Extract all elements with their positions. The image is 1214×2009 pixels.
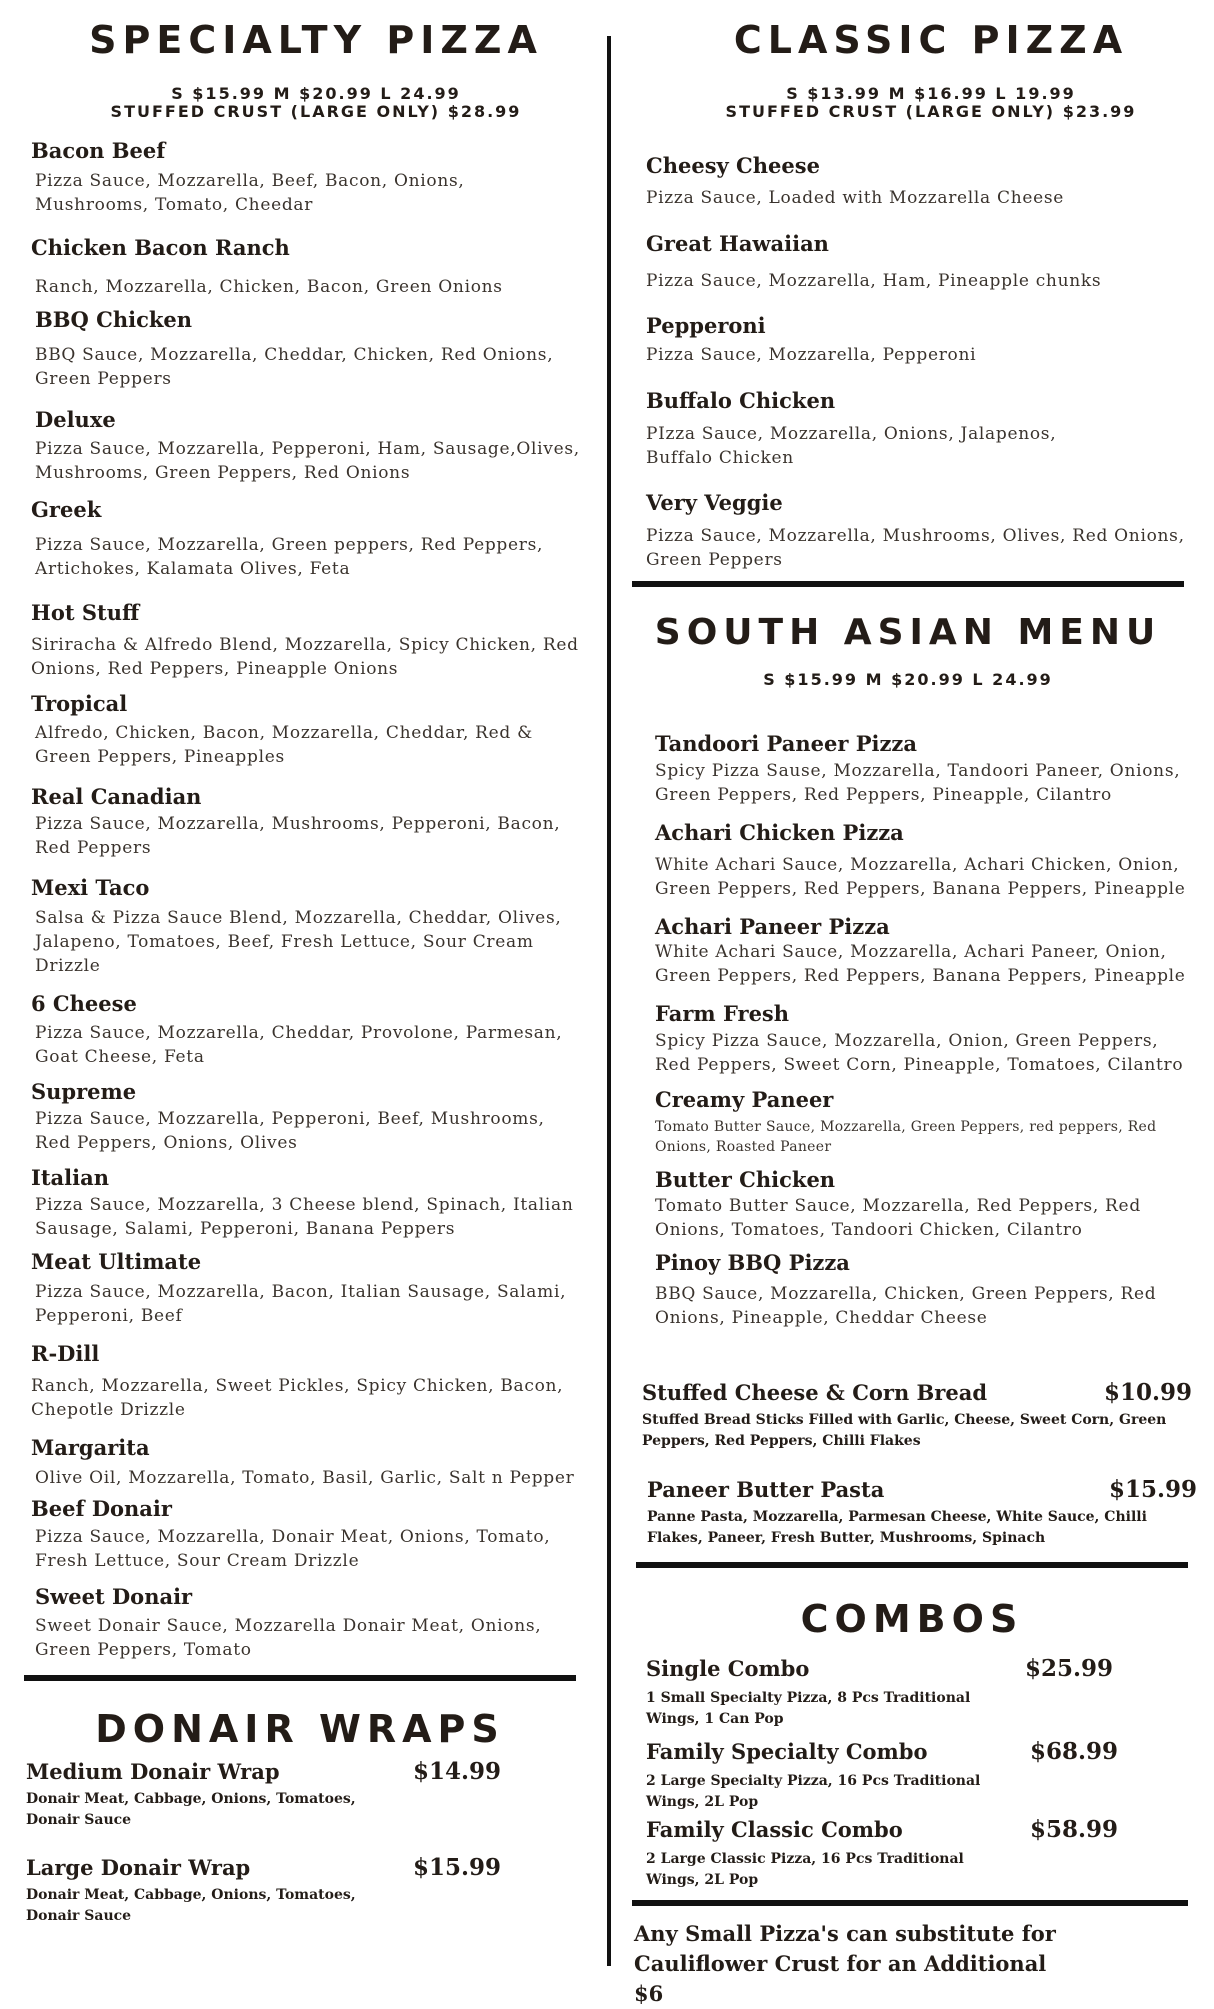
menu-item-name: Family Classic Combo: [646, 1817, 903, 1842]
section-divider: [632, 581, 1184, 587]
menu-item-name: Meat Ultimate: [31, 1249, 202, 1274]
menu-item-price: $58.99: [1030, 1816, 1119, 1843]
menu-item-desc: Spicy Pizza Sause, Mozzarella, Tandoori Paneer, Onions, Green Peppers, Red Peppers, Pineapple, Cilantro: [655, 761, 1181, 805]
menu-item-desc: Pizza Sauce, Mozzarella, 3 Cheese blend, Spinach, Italian Sausage, Salami, Pepperoni, Banana Peppers: [35, 1195, 574, 1239]
menu-item-name: Cheesy Cheese: [646, 153, 820, 178]
specialty-title: SPECIALTY PIZZA: [89, 18, 543, 62]
menu-item-name: Great Hawaiian: [646, 231, 829, 256]
menu-item-price: $15.99: [413, 1854, 502, 1881]
menu-item-name: Margarita: [31, 1435, 150, 1460]
menu-item-name: 6 Cheese: [31, 991, 137, 1016]
menu-item-desc: PIzza Sauce, Mozzarella, Onions, Jalapenos, Buffalo Chicken: [646, 424, 1057, 468]
menu-item-desc: Pizza Sauce, Mozzarella, Pepperoni, Beef, Mushrooms, Red Peppers, Onions, Olives: [35, 1109, 545, 1153]
menu-item-desc: White Achari Sauce, Mozzarella, Achari Paneer, Onion, Green Peppers, Red Peppers, Banana Peppers, Pineapple: [655, 942, 1186, 986]
menu-item-name: Tropical: [31, 691, 128, 716]
menu-item-name: R-Dill: [31, 1341, 100, 1366]
section-divider: [632, 1900, 1188, 1906]
menu-item-desc: 2 Large Specialty Pizza, 16 Pcs Traditional Wings, 2L Pop: [646, 1773, 981, 1810]
menu-item-desc: Pizza Sauce, Loaded with Mozzarella Cheese: [646, 188, 1065, 208]
menu-item-desc: Siriracha & Alfredo Blend, Mozzarella, Spicy Chicken, Red Onions, Red Peppers, Pineapple Onions: [31, 635, 579, 679]
menu-item-desc: Donair Meat, Cabbage, Onions, Tomatoes, Donair Sauce: [26, 1887, 356, 1924]
menu-item-desc: White Achari Sauce, Mozzarella, Achari Chicken, Onion, Green Peppers, Red Peppers, Banana Peppers, Pineapple: [655, 855, 1186, 899]
menu-item-name: Italian: [31, 1165, 109, 1190]
section-divider: [636, 1562, 1188, 1568]
menu-item-desc: Pizza Sauce, Mozzarella, Ham, Pineapple chunks: [646, 271, 1102, 291]
menu-item-price: $25.99: [1025, 1655, 1114, 1682]
menu-item-name: Farm Fresh: [655, 1001, 790, 1026]
menu-item-desc: Pizza Sauce, Mozzarella, Beef, Bacon, Onions, Mushrooms, Tomato, Cheedar: [35, 171, 465, 215]
menu-item-desc: Pizza Sauce, Mozzarella, Mushrooms, Olives, Red Onions, Green Peppers: [646, 526, 1185, 570]
menu-item-name: Achari Paneer Pizza: [655, 914, 890, 939]
menu-item-name: Buffalo Chicken: [646, 388, 836, 413]
column-divider: [607, 36, 611, 1966]
menu-item-name: Deluxe: [35, 407, 116, 432]
menu-item-name: Achari Chicken Pizza: [655, 820, 904, 845]
cauliflower-note: Any Small Pizza's can substitute for Cauliflower Crust for an Additional $6: [634, 1921, 1056, 2006]
specialty-prices: S $15.99 M $20.99 L 24.99: [171, 84, 461, 103]
classic-stuffed-crust: STUFFED CRUST (LARGE ONLY) $23.99: [725, 102, 1137, 121]
menu-item-name: Pinoy BBQ Pizza: [655, 1250, 850, 1275]
menu-item-desc: Panne Pasta, Mozzarella, Parmesan Cheese, White Sauce, Chilli Flakes, Paneer, Fresh Butter, Mushrooms, Spinach: [647, 1509, 1147, 1546]
menu-item-desc: Pizza Sauce, Mozzarella, Green peppers, Red Peppers, Artichokes, Kalamata Olives, Feta: [35, 535, 544, 579]
menu-item-desc: Spicy Pizza Sauce, Mozzarella, Onion, Green Peppers, Red Peppers, Sweet Corn, Pineapple, Tomatoes, Cilantro: [655, 1031, 1184, 1075]
menu-item-name: Tandoori Paneer Pizza: [655, 731, 917, 756]
menu-item-desc: 2 Large Classic Pizza, 16 Pcs Traditional Wings, 2L Pop: [646, 1851, 964, 1888]
menu-item-name: BBQ Chicken: [35, 307, 193, 332]
menu-item-name: Large Donair Wrap: [26, 1855, 251, 1880]
menu-item-name: Family Specialty Combo: [646, 1739, 928, 1764]
menu-item-name: Bacon Beef: [31, 138, 166, 163]
classic-title: CLASSIC PIZZA: [733, 18, 1129, 62]
menu-item-name: Creamy Paneer: [655, 1087, 834, 1112]
menu-item-name: Beef Donair: [31, 1496, 172, 1521]
menu-item-desc: 1 Small Specialty Pizza, 8 Pcs Traditional Wings, 1 Can Pop: [646, 1690, 971, 1727]
menu-item-name: Butter Chicken: [655, 1167, 836, 1192]
menu-item-desc: Alfredo, Chicken, Bacon, Mozzarella, Cheddar, Red & Green Peppers, Pineapples: [35, 723, 533, 767]
menu-item-name: Greek: [31, 497, 102, 522]
south-asian-prices: S $15.99 M $20.99 L 24.99: [763, 670, 1053, 689]
classic-prices: S $13.99 M $16.99 L 19.99: [786, 84, 1076, 103]
combos-title: COMBOS: [800, 1597, 1024, 1641]
menu-item-name: Medium Donair Wrap: [26, 1759, 280, 1784]
menu-item-name: Chicken Bacon Ranch: [31, 235, 290, 260]
menu-item-price: $10.99: [1104, 1379, 1193, 1406]
menu-item-desc: Sweet Donair Sauce, Mozzarella Donair Meat, Onions, Green Peppers, Tomato: [35, 1616, 542, 1660]
menu-item-name: Stuffed Cheese & Corn Bread: [642, 1380, 988, 1405]
menu-item-name: Hot Stuff: [31, 600, 140, 625]
menu-item-price: $14.99: [413, 1758, 502, 1785]
menu-item-desc: BBQ Sauce, Mozzarella, Chicken, Green Peppers, Red Onions, Pineapple, Cheddar Cheese: [655, 1284, 1157, 1328]
menu-item-name: Supreme: [31, 1079, 137, 1104]
specialty-stuffed-crust: STUFFED CRUST (LARGE ONLY) $28.99: [110, 102, 522, 121]
menu-item-desc: Pizza Sauce, Mozzarella, Mushrooms, Pepperoni, Bacon, Red Peppers: [35, 814, 561, 858]
menu-item-desc: Tomato Butter Sauce, Mozzarella, Green Peppers, red peppers, Red Onions, Roasted Paneer: [655, 1119, 1157, 1155]
menu-item-name: Single Combo: [646, 1656, 810, 1681]
menu-item-price: $15.99: [1109, 1476, 1198, 1503]
donair-title: DONAIR WRAPS: [95, 1707, 505, 1751]
menu-item-desc: Ranch, Mozzarella, Sweet Pickles, Spicy Chicken, Bacon, Chepotle Drizzle: [31, 1376, 564, 1420]
menu-item-desc: Pizza Sauce, Mozzarella, Bacon, Italian Sausage, Salami, Pepperoni, Beef: [35, 1282, 567, 1326]
menu-item-desc: Pizza Sauce, Mozzarella, Donair Meat, Onions, Tomato, Fresh Lettuce, Sour Cream Drizzle: [35, 1527, 551, 1571]
menu-item-desc: Stuffed Bread Sticks Filled with Garlic, Cheese, Sweet Corn, Green Peppers, Red Peppers, Chilli Flakes: [642, 1412, 1167, 1449]
section-divider: [24, 1675, 576, 1681]
menu-item-name: Very Veggie: [646, 490, 783, 515]
menu-item-price: $68.99: [1030, 1738, 1119, 1765]
menu-item-desc: Donair Meat, Cabbage, Onions, Tomatoes, Donair Sauce: [26, 1791, 356, 1828]
menu-item-desc: Tomato Butter Sauce, Mozzarella, Red Peppers, Red Onions, Tomatoes, Tandoori Chicken, Cilantro: [655, 1196, 1141, 1240]
menu-item-desc: BBQ Sauce, Mozzarella, Cheddar, Chicken, Red Onions, Green Peppers: [35, 345, 554, 389]
menu-item-desc: Pizza Sauce, Mozzarella, Pepperoni, Ham, Sausage,Olives, Mushrooms, Green Peppers, Red Onions: [35, 439, 580, 483]
menu-item-desc: Ranch, Mozzarella, Chicken, Bacon, Green Onions: [35, 277, 503, 297]
menu-item-name: Real Canadian: [31, 784, 202, 809]
menu-item-name: Mexi Taco: [31, 875, 150, 900]
menu-item-desc: Pizza Sauce, Mozzarella, Pepperoni: [646, 345, 977, 365]
menu-item-desc: Olive Oil, Mozzarella, Tomato, Basil, Garlic, Salt n Pepper: [35, 1468, 575, 1488]
south-asian-title: SOUTH ASIAN MENU: [654, 612, 1162, 653]
menu-item-desc: Salsa & Pizza Sauce Blend, Mozzarella, Cheddar, Olives, Jalapeno, Tomatoes, Beef, Fresh Lettuce, Sour Cream Drizzle: [35, 908, 562, 976]
menu-item-name: Paneer Butter Pasta: [647, 1477, 885, 1502]
menu-item-desc: Pizza Sauce, Mozzarella, Cheddar, Provolone, Parmesan, Goat Cheese, Feta: [35, 1023, 563, 1067]
menu-item-name: Pepperoni: [646, 313, 766, 338]
menu-item-name: Sweet Donair: [35, 1584, 193, 1609]
